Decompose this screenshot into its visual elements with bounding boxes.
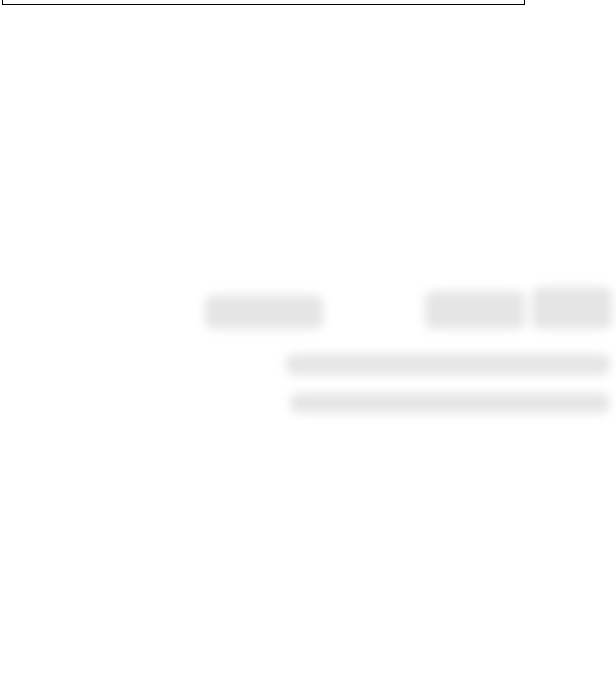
watermark xyxy=(425,291,525,329)
accessory-list-table xyxy=(2,0,525,5)
watermark xyxy=(532,287,612,329)
watermark xyxy=(205,295,323,329)
watermark xyxy=(286,354,610,375)
watermark xyxy=(290,393,610,413)
clipped-row-remnant xyxy=(3,0,524,4)
